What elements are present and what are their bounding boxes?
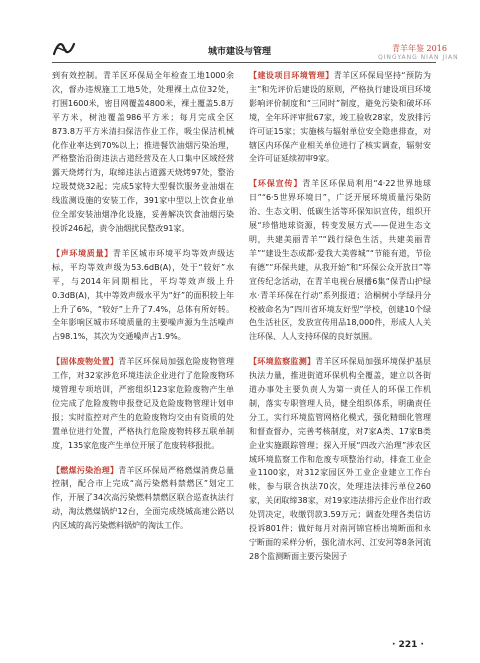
- right-column: [249, 69, 431, 575]
- yearbook-name-en: QINGYANG NIAN JIAN: [378, 54, 459, 61]
- section-heading: 【建设项目环境管理】: [249, 71, 334, 80]
- paragraph: [249, 355, 431, 564]
- yearbook-name: [392, 43, 447, 54]
- paragraph: [52, 464, 234, 534]
- paragraph: [249, 69, 431, 166]
- yearbook-name-cn: 青羊年鉴: [392, 44, 424, 53]
- page-header: [0, 0, 480, 64]
- journal-section-title: 城市建设与管理: [208, 47, 272, 57]
- paragraph-text: 到有效控制。青羊区环保局全年检查工地1000余次，督办违规施工工地5处，处理裸土点位32处，打围1600米，密目网覆盖4800米，裸土覆盖5.8万平方米，树池覆盖986平方米；每月完成全区873.8万平方米清扫保洁作业工作，吸尘保洁机械化作业率达到70%以上；推进餐饮油烟污染治理，严格整治沿街违法占道经营及在人口集中区域经营露天烧烤行为，取缔违法占道露天烧烤97处，整治垃圾焚烧32起；完成5家特大型餐饮服务业油烟在线监测设施的安装工作，391家中型以上饮食业单位全部安装油烟净化设施，妥善解决饮食油烟污染投诉246起，责令油烟扰民整改91家。: [52, 71, 234, 233]
- paragraph-text: 青羊区环保局加强环境保护基层执法力量，推进街道环保机构全覆盖，建立以各街道办事处主要负责人为第一责任人的环保工作机制，落实专职管理人员，健全组织体系，明确责任分工，实行环境监管网格化模式，强化精细化管理和督查督办，完善考核制度，对7家A类、17家B类企业实施跟踪管理；探入开展“四改六治理”涉农区域环境监察工作和危废专项整治行动，排查工业企业1100家，对312家园区外工业企业建立工作台帐，参与联合执法70次，处理违法排污单位260家，关闭取缔38家，对19家违法排污企业作出行政处罚决定，收缴罚款3.59万元；调查处理各类信访投诉801件；做好每月对南河锦官桥出境断面和永宁断面的采样分析，强化清水河、江安河等8条河流28个监测断面主要污染因子: [249, 357, 432, 561]
- paragraph: [52, 355, 234, 452]
- paragraph-text: 青羊区环保局严格燃煤消费总量控制，配合市上完成“高污染燃料禁燃区”划定工作，开展了34次高污染燃料禁燃区联合巡查执法行动，淘汰燃煤锅炉12台，全面完成绕城高速公路以内区域的高污染燃料锅炉的淘汰工作。: [52, 465, 235, 531]
- paragraph: [249, 177, 431, 344]
- section-heading: 【固体废物处置】: [52, 357, 119, 367]
- journal-logo-icon: [52, 40, 76, 58]
- paragraph: [52, 247, 234, 344]
- section-heading: 【环保宣传】: [249, 179, 303, 189]
- yearbook-year: 2016: [426, 44, 447, 53]
- section-heading: 【环境监察监测】: [249, 357, 316, 367]
- paragraph-text: 青羊区环保局加强危险废物管理工作，对32家涉危环境违法企业进行了危险废物环境管理专项培训，严密组织123家危险废物产生单位完成了危险废物申报登记及危险废物管理计划申报；实时监控对产生的危险废物均交由有资质的处置单位进行处置，严格执行危险废物转移五联单制度，135家危废产生单位开展了危废转移报批。: [52, 357, 235, 450]
- paragraph-text: 青羊区环保局利用“4·22世界地球日”“6·5世界环境日”，广泛开展环境质量污染防治、生态文明、低碳生活等环保知识宣传，组织开展“珍惜地球资源，转变发展方式——促进生态文明，共建美丽青羊”“践行绿色生活，共建美丽青羊”“建设生态成都·爱我大美蓉城”“节能有道，节俭有德”“环保共建，从我开始”和“环保公众开放日”等宣传纪念活动，在青羊电视台展播6集“保青山护绿水·青羊环保在行动”系列报道；洽桐树小学绿丹分校被命名为“四川省环境友好型”学校，创建10个绿色生活社区，发放宣传用品18,000件，形成人人关注环保、人人支持环保的良好氛围。: [249, 179, 431, 342]
- paragraph-text: 青羊区环保局坚持“预防为主”和先评价后建设的原则，严格执行建设项目环境影响评价制度和“三同时”制度，避免污染和破坏环境，全年环评审批67家，竣工验收28家，发放排污许可证15家；实施核与辐射单位安全隐患排查，对辖区内环保产业相关单位进行了核实调查，辐射安全许可证延续初审9家。: [249, 71, 431, 164]
- section-heading: 【燃煤污染治理】: [52, 465, 119, 475]
- paragraph-text: 青羊区城市环境平均等效声级达标，平均等效声级为53.6dB(A)，处于“较好”水平，与2014年同期相比，平均等效声级上升0.3dB(A)，其中等效声级水平为“好”的面积较上年上升了6%，“较好”上升了7.4%，总体有所好转。全年影响区城市环境质量的主要噪声源为生活噪声占98.1%，其次为交通噪声占1.9%。: [52, 248, 235, 342]
- section-heading: 【声环境质量】: [52, 248, 113, 258]
- header-divider: [52, 62, 436, 63]
- left-column: [52, 69, 234, 544]
- paragraph: [52, 69, 234, 236]
- page-number: · 221 ·: [392, 640, 424, 650]
